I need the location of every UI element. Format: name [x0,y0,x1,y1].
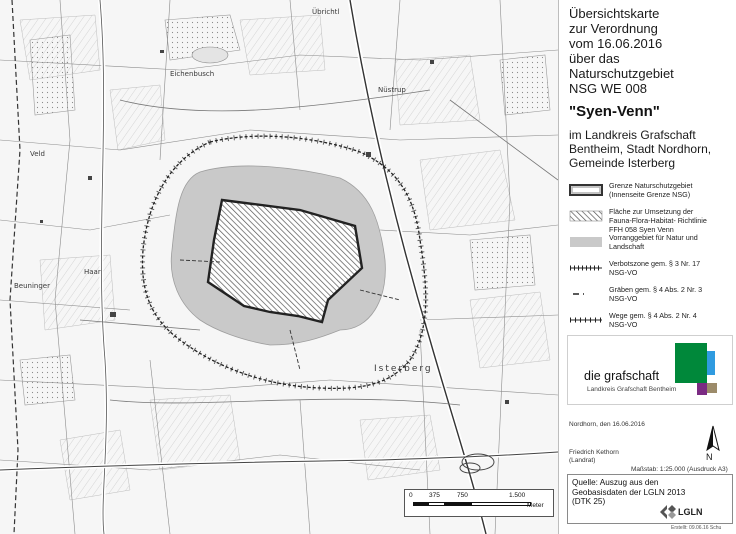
legend-item-prohibition [567,259,735,285]
boundary-symbol [569,184,603,196]
agency-name: LGLN [678,507,703,517]
district-text [569,128,733,170]
legend-text: Verbotszone gem. § 3 Nr. 17 NSG-VO [609,259,701,277]
north-label: N [706,452,713,462]
scale-bar-graphic [413,502,531,506]
ditch-symbol [569,288,603,300]
logo-mark-icon [675,343,729,398]
place-label: Isterberg [374,364,433,374]
signer [569,449,619,465]
path-symbol [569,314,603,326]
legend-item-path [567,311,735,337]
legend-text: Fläche zur Umsetzung der Fauna-Flora-Habitat- Richtlinie FFH 058 Syen Venn [609,207,707,234]
legend [567,181,735,337]
prohibition-zone-symbol [569,262,603,274]
scale-tick-label: 750 [457,492,468,499]
legend-item-ffh [567,207,735,233]
scale-unit: Meter [527,502,544,509]
legend-item-ditch [567,285,735,311]
legend-text: Gräben gem. § 4 Abs. 2 Nr. 3 NSG-VO [609,285,703,303]
legend-text: Wege gem. § 4 Abs. 2 Nr. 4 NSG-VO [609,311,697,329]
signing-date: Nordhorn, den 16.06.2016 [569,421,645,428]
source-box [567,474,733,524]
title-line: Übersichtskarte [569,6,660,21]
ordinance-title [569,6,733,96]
place-label: Eichenbusch [170,70,215,78]
scale-tick-label: 0 [409,492,413,499]
logo-subtitle: Landkreis Grafschaft Bentheim [587,386,677,393]
created-note: Erstellt: 09.06.16 Schu [671,525,722,531]
district-logo [567,335,733,405]
place-label: Veld [30,150,45,158]
district-line: Bentheim, Stadt Nordhorn, [569,142,712,156]
reserve-name: "Syen-Venn" [569,103,660,120]
district-line: im Landkreis Grafschaft [569,128,696,142]
title-line: Naturschutzgebiet [569,66,674,81]
title-line: NSG WE 008 [569,81,648,96]
place-label: Beuninger [14,282,50,290]
signer-role: (Landrat) [569,457,596,464]
signer-name: Friedrich Kethorn [569,449,619,456]
place-label: Nüstrup [378,86,406,94]
title-line: über das [569,51,620,66]
scale-bar [404,489,554,517]
legend-item-priority [567,233,735,259]
place-label: Übrichtl [312,8,340,16]
ffh-hatch-symbol [569,210,603,222]
source-text: Quelle: Auszug aus den Geobasisdaten der LGLN 2013 (DTK 25) [572,478,686,506]
legend-item-boundary [567,181,735,207]
title-line: vom 16.06.2016 [569,36,663,51]
pond [192,47,228,63]
legend-panel [558,0,736,534]
priority-area-symbol [569,236,603,248]
title-line: zur Verordnung [569,21,658,36]
scale-tick-label: 1.500 [509,492,526,499]
place-label: Haar [84,268,101,276]
scale-text: Maßstab: 1:25.000 (Ausdruck A3) [631,466,728,473]
legend-text: Vorranggebiet für Natur und Landschaft [609,233,698,251]
logo-name: die grafschaft [584,369,660,383]
scale-tick-label: 375 [429,492,440,499]
legend-text: Grenze Naturschutzgebiet (Innenseite Grenze NSG) [609,181,693,199]
lgln-logo-icon [660,505,676,519]
district-line: Gemeinde Isterberg [569,156,676,170]
